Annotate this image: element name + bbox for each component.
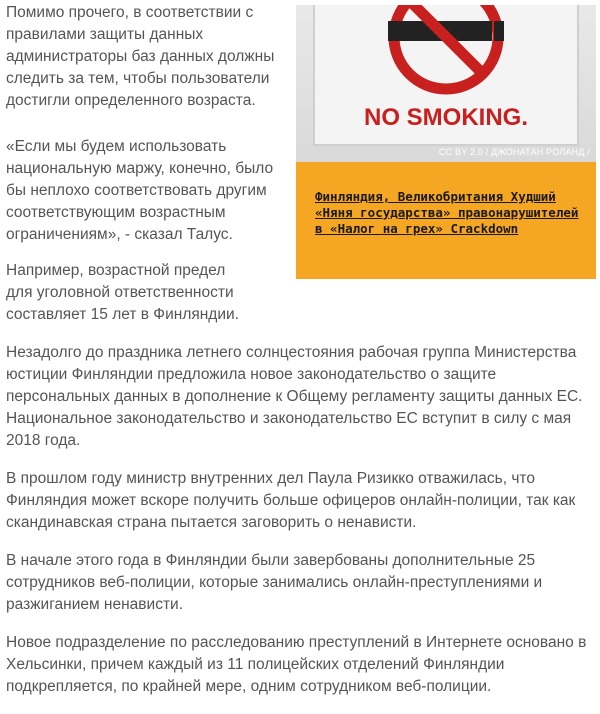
article-paragraph: Например, возрастной предел для уголовной ответственности составляет 15 лет в Финляндии. (6, 262, 239, 323)
article-paragraph: В прошлом году министр внутренних дел Паула Ризикко отважилась, что Финляндия может вскоре получить больше офицеров онлайн-полиции, так как скандинавская страна пытается заговорить о ненависти. (6, 470, 576, 531)
sign-text: NO SMOKING. (363, 104, 529, 131)
article-paragraph: Новое подразделение по расследованию преступлений в Интернете основано в Хельсинки, причем каждый из 11 полицейских отделений Финляндии подкрепляется, по крайней мере, одним сотрудником веб-полиции. (6, 634, 587, 695)
no-smoking-sign-image (296, 5, 596, 162)
article-paragraph: Помимо прочего, в соответствии с правилами защиты данных администраторы баз данных должны следить за тем, чтобы пользователи достигли определенного возраста. (6, 4, 275, 109)
related-article-card[interactable] (296, 5, 596, 279)
article-paragraph: В начале этого года в Финляндии были завербованы дополнительные 25 сотрудников веб-полиции, которые занимались онлайн-преступлениями и разжиганием ненависти. (6, 552, 543, 613)
no-smoking-sign-icon (296, 5, 596, 162)
article-paragraph: «Если мы будем использовать национальную маржу, конечно, было бы неплохо соответствовать другим соответствующим возрастным ограничениям», - сказал Талус. (6, 138, 274, 243)
article-paragraph: Незадолго до праздника летнего солнцестояния рабочая группа Министерства юстиции Финляндии предложила новое законодательство о защите персональных данных в дополнение к Общему регламенту защиты данных ЕС. Национальное законодательство и законодательство ЕС вступит в силу с мая 2018 года. (6, 344, 583, 449)
related-article-link[interactable]: Финляндия, Великобритания Худший «Няня государства» правонарушителей в «Налог на грех» Crackdown (315, 189, 579, 236)
photo-credit: CC BY 2.0 / ДЖОНАТАН РОЛАНД / (438, 147, 590, 157)
